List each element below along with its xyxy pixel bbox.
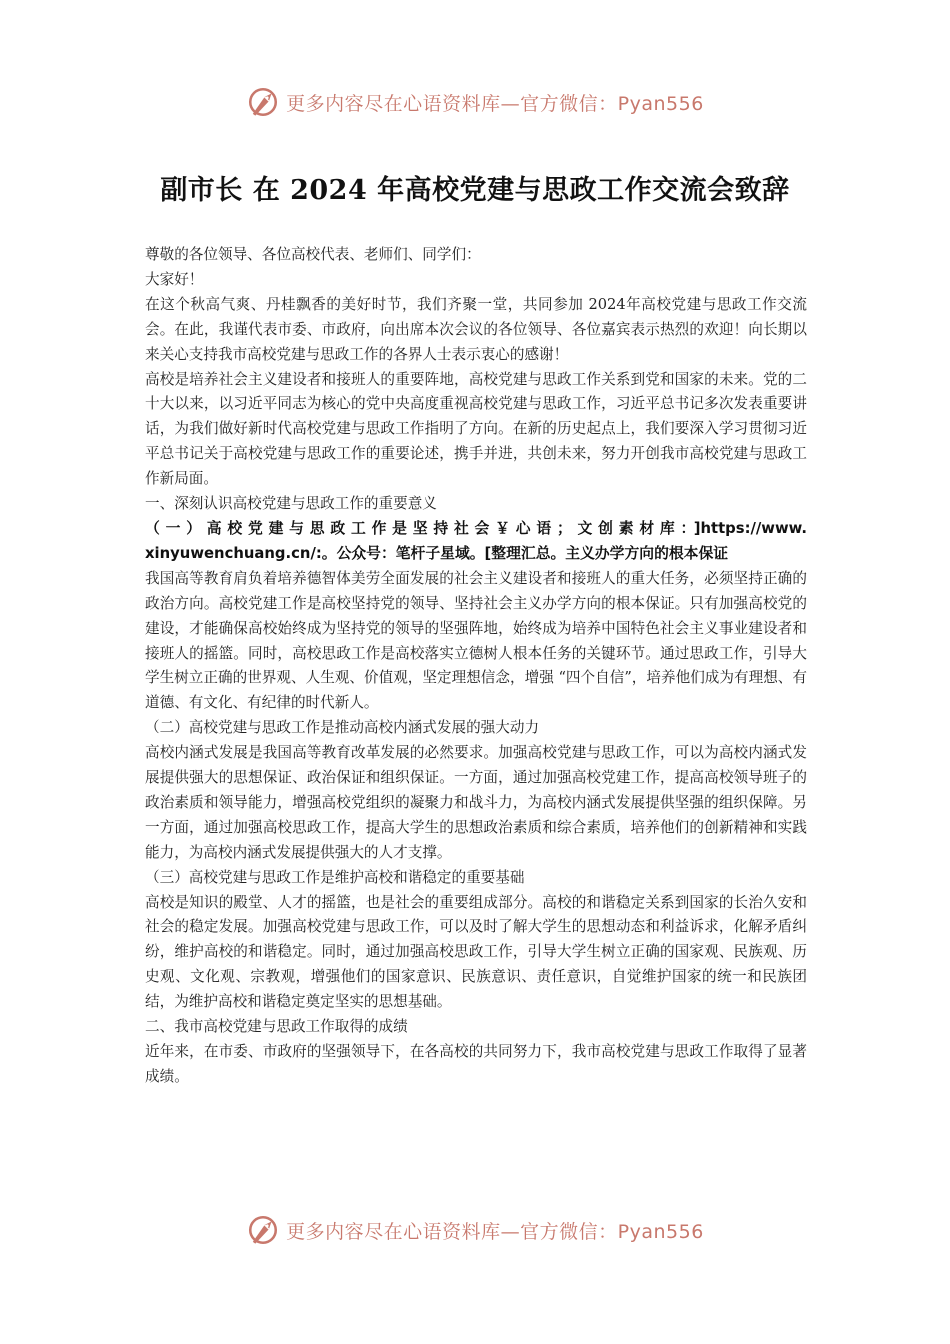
paragraph-intro: 高校是培养社会主义建设者和接班人的重要阵地，高校党建与思政工作关系到党和国家的未来。党的二十大以来，以习近平同志为核心的党中央高度重视高校党建与思政工作，习近平总书记多次发表重要讲话，为我们做好新时代高校党建与思政工作指明了方向。在新的历史起点上，我们要深入学习贯彻习近平总书记关于高校党建与思政工作的重要论述，携手并进，共创未来，努力开创我市高校党建与思政工作新局面。	[145, 370, 807, 488]
banner-handle: Pyan556	[617, 92, 704, 115]
subheading-2: （二）高校党建与思政工作是推动高校内涵式发展的强大动力	[145, 719, 540, 737]
section-heading-1: 一、深刻认识高校党建与思政工作的重要意义	[145, 495, 437, 513]
salutation: 尊敬的各位领导、各位高校代表、老师们、同学们：	[145, 246, 481, 263]
greeting: 大家好！	[145, 270, 204, 288]
paragraph-significance: 我国高等教育肩负着培养德智体美劳全面发展的社会主义建设者和接班人的重大任务，必须坚持正确的政治方向。高校党建工作是高校坚持党的领导、坚持社会主义办学方向的根本保证。只有加强高校党的建设，才能确保高校始终成为坚持党的领导的坚强阵地，始终成为培养中国特色社会主义事业建设者和接班人的摇篮。同时，高校思政工作是高校落实立德树人根本任务的关键环节。通过思政工作，引导大学生树立正确的世界观、人生观、价值观，坚定理想信念，增强 “四个自信”，培养他们成为有理想、有道德、有文化、有纪律的时代新人。	[145, 569, 807, 712]
paragraph-development: 高校内涵式发展是我国高等教育改革发展的必然要求。加强高校党建与思政工作，可以为高校内涵式发展提供强大的思想保证、政治保证和组织保证。一方面，通过加强高校党建工作，提高高校领导班子的政治素质和领导能力，增强高校党组织的凝聚力和战斗力，为高校内涵式发展提供坚强的组织保障。另一方面，通过加强高校思政工作，提高大学生的思想政治素质和综合素质，培养他们的创新精神和实践能力，为高校内涵式发展提供强大的人才支撑。	[145, 744, 807, 861]
section-heading-2: 二、我市高校党建与思政工作取得的成绩	[145, 1018, 408, 1036]
banner-text: 更多内容尽在心语资料库—官方微信：Pyan556	[286, 1220, 704, 1243]
document-title: 副市长 在 2024 年高校党建与思政工作交流会致辞	[160, 175, 790, 207]
footer-banner	[0, 1210, 950, 1250]
subheading-1-part-a: （一）高校党建与思政工作是坚持社会￥心语；文创素材库：	[145, 519, 694, 537]
subheading-1-part-b: ]https://www.xinyuwenchuang.cn/:。公众号：笔杆子星域。[整理汇总。主义办学方向的根本保证	[145, 519, 807, 562]
banner-text: 更多内容尽在心语资料库—官方微信：Pyan556	[286, 92, 704, 115]
paragraph-welcome: 在这个秋高气爽、丹桂飘香的美好时节，我们齐聚一堂，共同参加 2024年高校党建与思政工作交流会。在此，我谨代表市委、市政府，向出席本次会议的各位领导、各位嘉宾表示热烈的欢迎！向长期以来关心支持我市高校党建与思政工作的各界人士表示衷心的感谢！	[145, 295, 807, 363]
document-body	[145, 243, 807, 1090]
subheading-3: （三）高校党建与思政工作是维护高校和谐稳定的重要基础	[145, 868, 525, 886]
pen-nib-logo-icon	[246, 1213, 280, 1247]
banner-handle: Pyan556	[617, 1220, 704, 1243]
header-banner	[0, 82, 950, 122]
paragraph-stability: 高校是知识的殿堂、人才的摇篮，也是社会的重要组成部分。高校的和谐稳定关系到国家的长治久安和社会的稳定发展。加强高校党建与思政工作，可以及时了解大学生的思想动态和利益诉求，化解矛盾纠纷，维护高校的和谐稳定。同时，通过加强高校思政工作，引导大学生树立正确的国家观、民族观、历史观、文化观、宗教观，增强他们的国家意识、民族意识、责任意识，自觉维护国家的统一和民族团结，为维护高校和谐稳定奠定坚实的思想基础。	[145, 893, 807, 1011]
subheading-1	[145, 517, 807, 567]
pen-nib-logo-icon	[246, 85, 280, 119]
paragraph-achievements: 近年来，在市委、市政府的坚强领导下，在各高校的共同努力下，我市高校党建与思政工作取得了显著成绩。	[145, 1043, 807, 1085]
